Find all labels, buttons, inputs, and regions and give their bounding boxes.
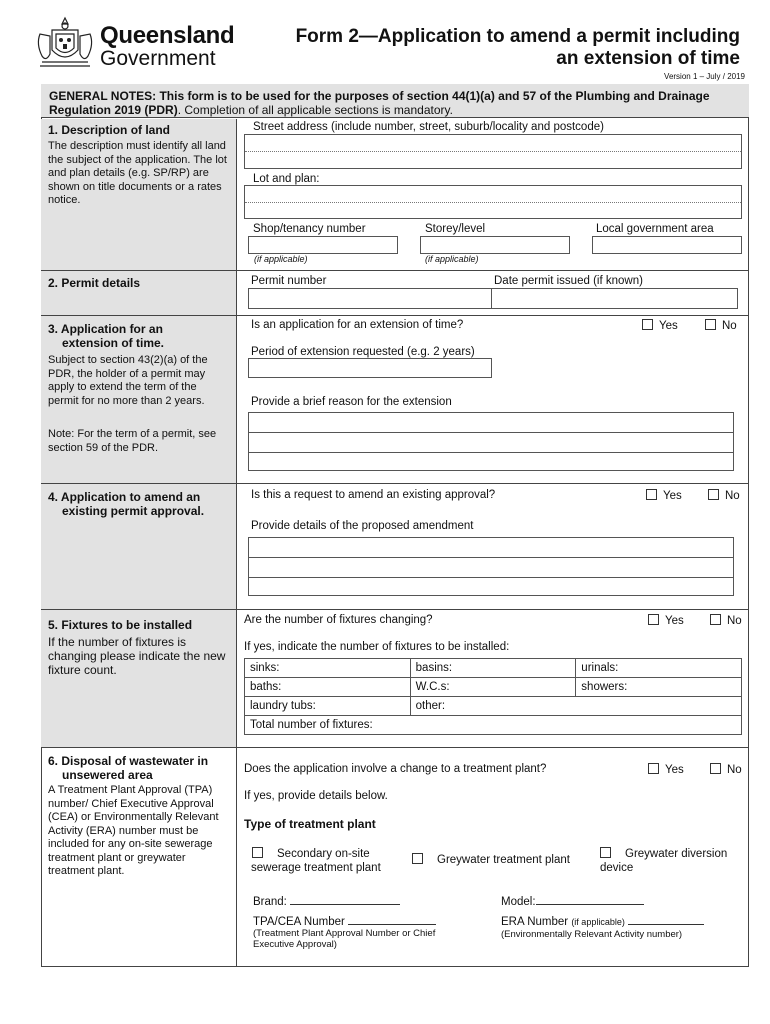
separator-5: [41, 747, 749, 748]
amend-yes-option[interactable]: [646, 489, 682, 502]
model-label: Model:: [501, 896, 536, 908]
general-notes-rest: . Completion of all applicable sections is mandatory.: [177, 103, 453, 117]
logo-government-text: Government: [100, 47, 216, 70]
extension-no-option[interactable]: [705, 319, 737, 332]
section-4-heading-b: existing permit approval.: [62, 504, 205, 518]
extension-no-label: No: [722, 320, 737, 332]
section-5-heading: 5. Fixtures to be installed: [48, 618, 193, 632]
section-1-heading: 1. Description of land: [48, 123, 171, 137]
street-address-field[interactable]: [244, 134, 742, 169]
baths-cell[interactable]: baths:: [245, 678, 411, 697]
section-3-description: Subject to section 43(2)(a) of the PDR, the holder of a permit may apply to extend the term of the permit for no more than 2 years.: [48, 354, 208, 407]
form-title: Form 2—Application to amend a permit including an extension of time: [295, 26, 740, 69]
treatment-no-checkbox[interactable]: [710, 763, 721, 774]
secondary-onsite-option[interactable]: [251, 847, 381, 875]
era-label: ERA Number: [501, 916, 569, 928]
separator-1: [41, 270, 749, 271]
amend-details-label: Provide details of the proposed amendment: [251, 520, 474, 532]
treatment-type-heading: Type of treatment plant: [244, 817, 376, 831]
amend-no-label: No: [725, 490, 740, 502]
greywater-diversion-label-a: Greywater diversion: [625, 848, 728, 860]
permit-number-label: Permit number: [251, 275, 327, 287]
extension-yes-option[interactable]: [642, 319, 678, 332]
permit-details-field[interactable]: [248, 288, 738, 309]
wcs-cell[interactable]: W.C.s:: [410, 678, 576, 697]
section-1-description: The description must identify all land the subject of the application. The lot and plan details (e.g. SP/RP) are shown on title documents or a rates notice.: [48, 140, 227, 206]
lot-plan-label: Lot and plan:: [253, 173, 320, 185]
tpa-subtext: (Treatment Plant Approval Number or Chief Executive Approval): [253, 928, 436, 950]
amend-yes-label: Yes: [663, 490, 682, 502]
extension-reason-label: Provide a brief reason for the extension: [251, 396, 452, 408]
total-fixtures-cell[interactable]: Total number of fixtures:: [245, 716, 742, 735]
version-text: Version 1 – July / 2019: [664, 72, 745, 81]
secondary-onsite-label-b: sewerage treatment plant: [251, 862, 381, 874]
treatment-ifyes-label: If yes, provide details below.: [244, 790, 388, 802]
local-government-area-field[interactable]: [592, 236, 742, 254]
fixtures-yes-label: Yes: [665, 615, 684, 627]
fixtures-yes-checkbox[interactable]: [648, 614, 659, 625]
queensland-crest-logo: [34, 14, 96, 72]
section-4-heading-a: 4. Application to amend an: [48, 490, 201, 504]
fixtures-table: [244, 658, 742, 735]
greywater-plant-label: Greywater treatment plant: [437, 854, 570, 866]
fixtures-yes-option[interactable]: [648, 614, 684, 627]
shop-if-applicable: (if applicable): [254, 254, 308, 264]
other-cell[interactable]: other:: [410, 697, 741, 716]
extension-reason-field[interactable]: [248, 412, 734, 471]
extension-period-label: Period of extension requested (e.g. 2 years): [251, 346, 475, 358]
brand-label: Brand:: [253, 896, 287, 908]
amend-no-option[interactable]: [708, 489, 740, 502]
section-2-heading: 2. Permit details: [48, 276, 141, 290]
logo-queensland-text: Queensland: [100, 22, 235, 49]
tpa-underline[interactable]: [348, 914, 436, 925]
amend-question: Is this a request to amend an existing approval?: [251, 489, 496, 501]
fixtures-ifyes-label: If yes, indicate the number of fixtures to be installed:: [244, 641, 510, 653]
extension-question: Is an application for an extension of time?: [251, 319, 464, 331]
general-notes-bold: GENERAL NOTES: This form is to be used for the purposes of section 44(1)(a) and 57 of the Plumbing and Drainage Regulation 2019 (PDR): [49, 89, 710, 117]
era-field[interactable]: [501, 914, 704, 928]
section-3-heading-a: 3. Application for an: [48, 322, 163, 336]
amend-no-checkbox[interactable]: [708, 489, 719, 500]
greywater-plant-option[interactable]: [412, 853, 570, 866]
street-address-label: Street address (include number, street, suburb/locality and postcode): [253, 121, 604, 133]
treatment-no-option[interactable]: [710, 763, 742, 776]
separator-3: [41, 483, 749, 484]
amend-details-field[interactable]: [248, 537, 734, 596]
greywater-diversion-label-b: device: [600, 862, 634, 874]
storey-level-field[interactable]: [420, 236, 570, 254]
general-notes: [41, 84, 749, 118]
date-permit-issued-label: Date permit issued (if known): [494, 275, 643, 287]
brand-field[interactable]: [253, 894, 400, 908]
section-3-heading: [48, 322, 164, 350]
fixtures-question: Are the number of fixtures changing?: [244, 614, 433, 626]
treatment-yes-checkbox[interactable]: [648, 763, 659, 774]
treatment-no-label: No: [727, 764, 742, 776]
section-6-divider: [236, 748, 237, 967]
showers-cell[interactable]: showers:: [576, 678, 742, 697]
tpa-field[interactable]: [253, 914, 436, 928]
section-3-heading-b: extension of time.: [62, 336, 165, 350]
extension-period-field[interactable]: [248, 358, 492, 378]
storey-level-label: Storey/level: [425, 223, 486, 235]
treatment-yes-label: Yes: [665, 764, 684, 776]
section-6-heading: [48, 754, 208, 782]
shop-tenancy-field[interactable]: [248, 236, 398, 254]
secondary-onsite-label-a: Secondary on-site: [277, 848, 370, 860]
greywater-diversion-checkbox[interactable]: [600, 847, 611, 858]
extension-yes-checkbox[interactable]: [642, 319, 653, 330]
laundry-tubs-cell[interactable]: laundry tubs:: [245, 697, 411, 716]
separator-4: [41, 609, 749, 610]
sinks-cell[interactable]: sinks:: [245, 659, 411, 678]
fixtures-no-option[interactable]: [710, 614, 742, 627]
era-underline[interactable]: [628, 914, 704, 925]
model-underline[interactable]: [536, 894, 644, 905]
shop-tenancy-label: Shop/tenancy number: [253, 223, 366, 235]
fixtures-no-checkbox[interactable]: [710, 614, 721, 625]
section-6-heading-b: unsewered area: [62, 768, 153, 782]
section-5-description: If the number of fixtures is changing please indicate the new fixture count.: [48, 635, 226, 677]
urinals-cell[interactable]: urinals:: [576, 659, 742, 678]
era-subtext: (Environmentally Relevant Activity number): [501, 929, 683, 940]
secondary-onsite-checkbox[interactable]: [252, 847, 263, 858]
greywater-diversion-option[interactable]: [600, 847, 727, 875]
fixtures-no-label: No: [727, 615, 742, 627]
storey-if-applicable: (if applicable): [425, 254, 479, 264]
separator-2: [41, 315, 749, 316]
treatment-yes-option[interactable]: [648, 763, 684, 776]
tpa-label: TPA/CEA Number: [253, 916, 345, 928]
section-6-description: A Treatment Plant Approval (TPA) number/ Chief Executive Approval (CEA) or Environmentally Relevant Activity (ERA) number must be included for any on-site sewerage treatment plant or greywater treatment plant.: [48, 784, 219, 877]
extension-yes-label: Yes: [659, 320, 678, 332]
section-3-note: Note: For the term of a permit, see section 59 of the PDR.: [48, 428, 217, 454]
basins-cell[interactable]: basins:: [410, 659, 576, 678]
extension-no-checkbox[interactable]: [705, 319, 716, 330]
brand-underline[interactable]: [290, 894, 400, 905]
local-government-area-label: Local government area: [596, 223, 714, 235]
lot-plan-field[interactable]: [244, 185, 742, 219]
treatment-question: Does the application involve a change to a treatment plant?: [244, 763, 547, 775]
model-field[interactable]: [501, 894, 644, 908]
section-6-heading-a: 6. Disposal of wastewater in: [48, 754, 209, 768]
greywater-plant-checkbox[interactable]: [412, 853, 423, 864]
era-if-applicable: (if applicable): [571, 917, 625, 927]
amend-yes-checkbox[interactable]: [646, 489, 657, 500]
section-4-heading: [48, 490, 204, 518]
